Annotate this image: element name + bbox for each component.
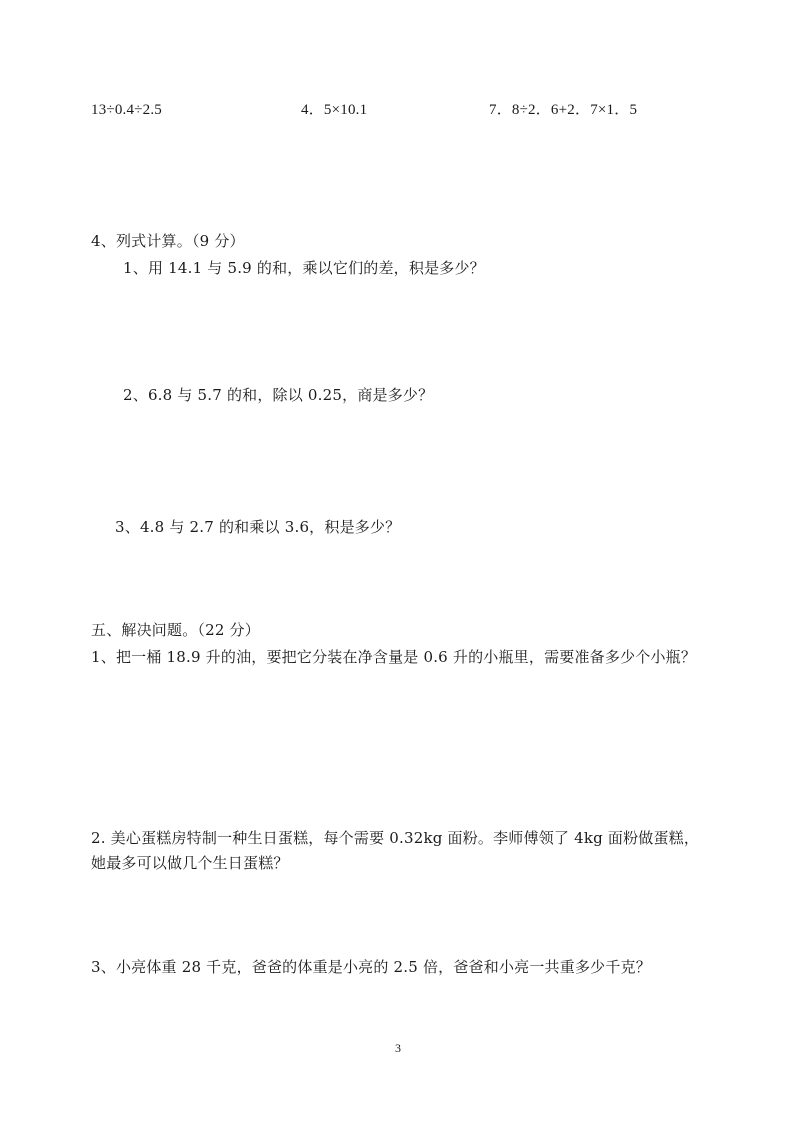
- page-number: 3: [395, 1041, 401, 1055]
- section-4-heading: 4、列式计算。（9 分）: [91, 232, 245, 250]
- expression-1: 13÷0.4÷2.5: [91, 102, 162, 118]
- section-5-heading: 五、解决问题。（22 分）: [91, 621, 260, 639]
- section-5-question-1: 1、把一桶 18.9 升的油，要把它分装在净含量是 0.6 升的小瓶里，需要准备多少个小瓶？: [91, 648, 697, 666]
- section-5-question-3: 3、小亮体重 28 千克，爸爸的体重是小亮的 2.5 倍，爸爸和小亮一共重多少千克？: [91, 958, 651, 976]
- section-5-question-2-line-1: 2. 美心蛋糕房特制一种生日蛋糕，每个需要 0.32kg 面粉。李师傅领了 4kg 面粉做蛋糕，: [91, 829, 700, 847]
- section-5-question-2-line-2: 她最多可以做几个生日蛋糕？: [91, 854, 289, 872]
- section-4-question-3: 3、4.8 与 2.7 的和乘以 3.6，积是多少？: [115, 518, 401, 536]
- section-4-question-2: 2、6.8 与 5.7 的和，除以 0.25，商是多少？: [123, 386, 434, 404]
- section-4-question-1: 1、用 14.1 与 5.9 的和，乘以它们的差，积是多少？: [123, 259, 485, 277]
- expression-3: 7．8÷2．6+2．7×1．5: [489, 102, 638, 118]
- expression-2: 4．5×10.1: [301, 102, 368, 118]
